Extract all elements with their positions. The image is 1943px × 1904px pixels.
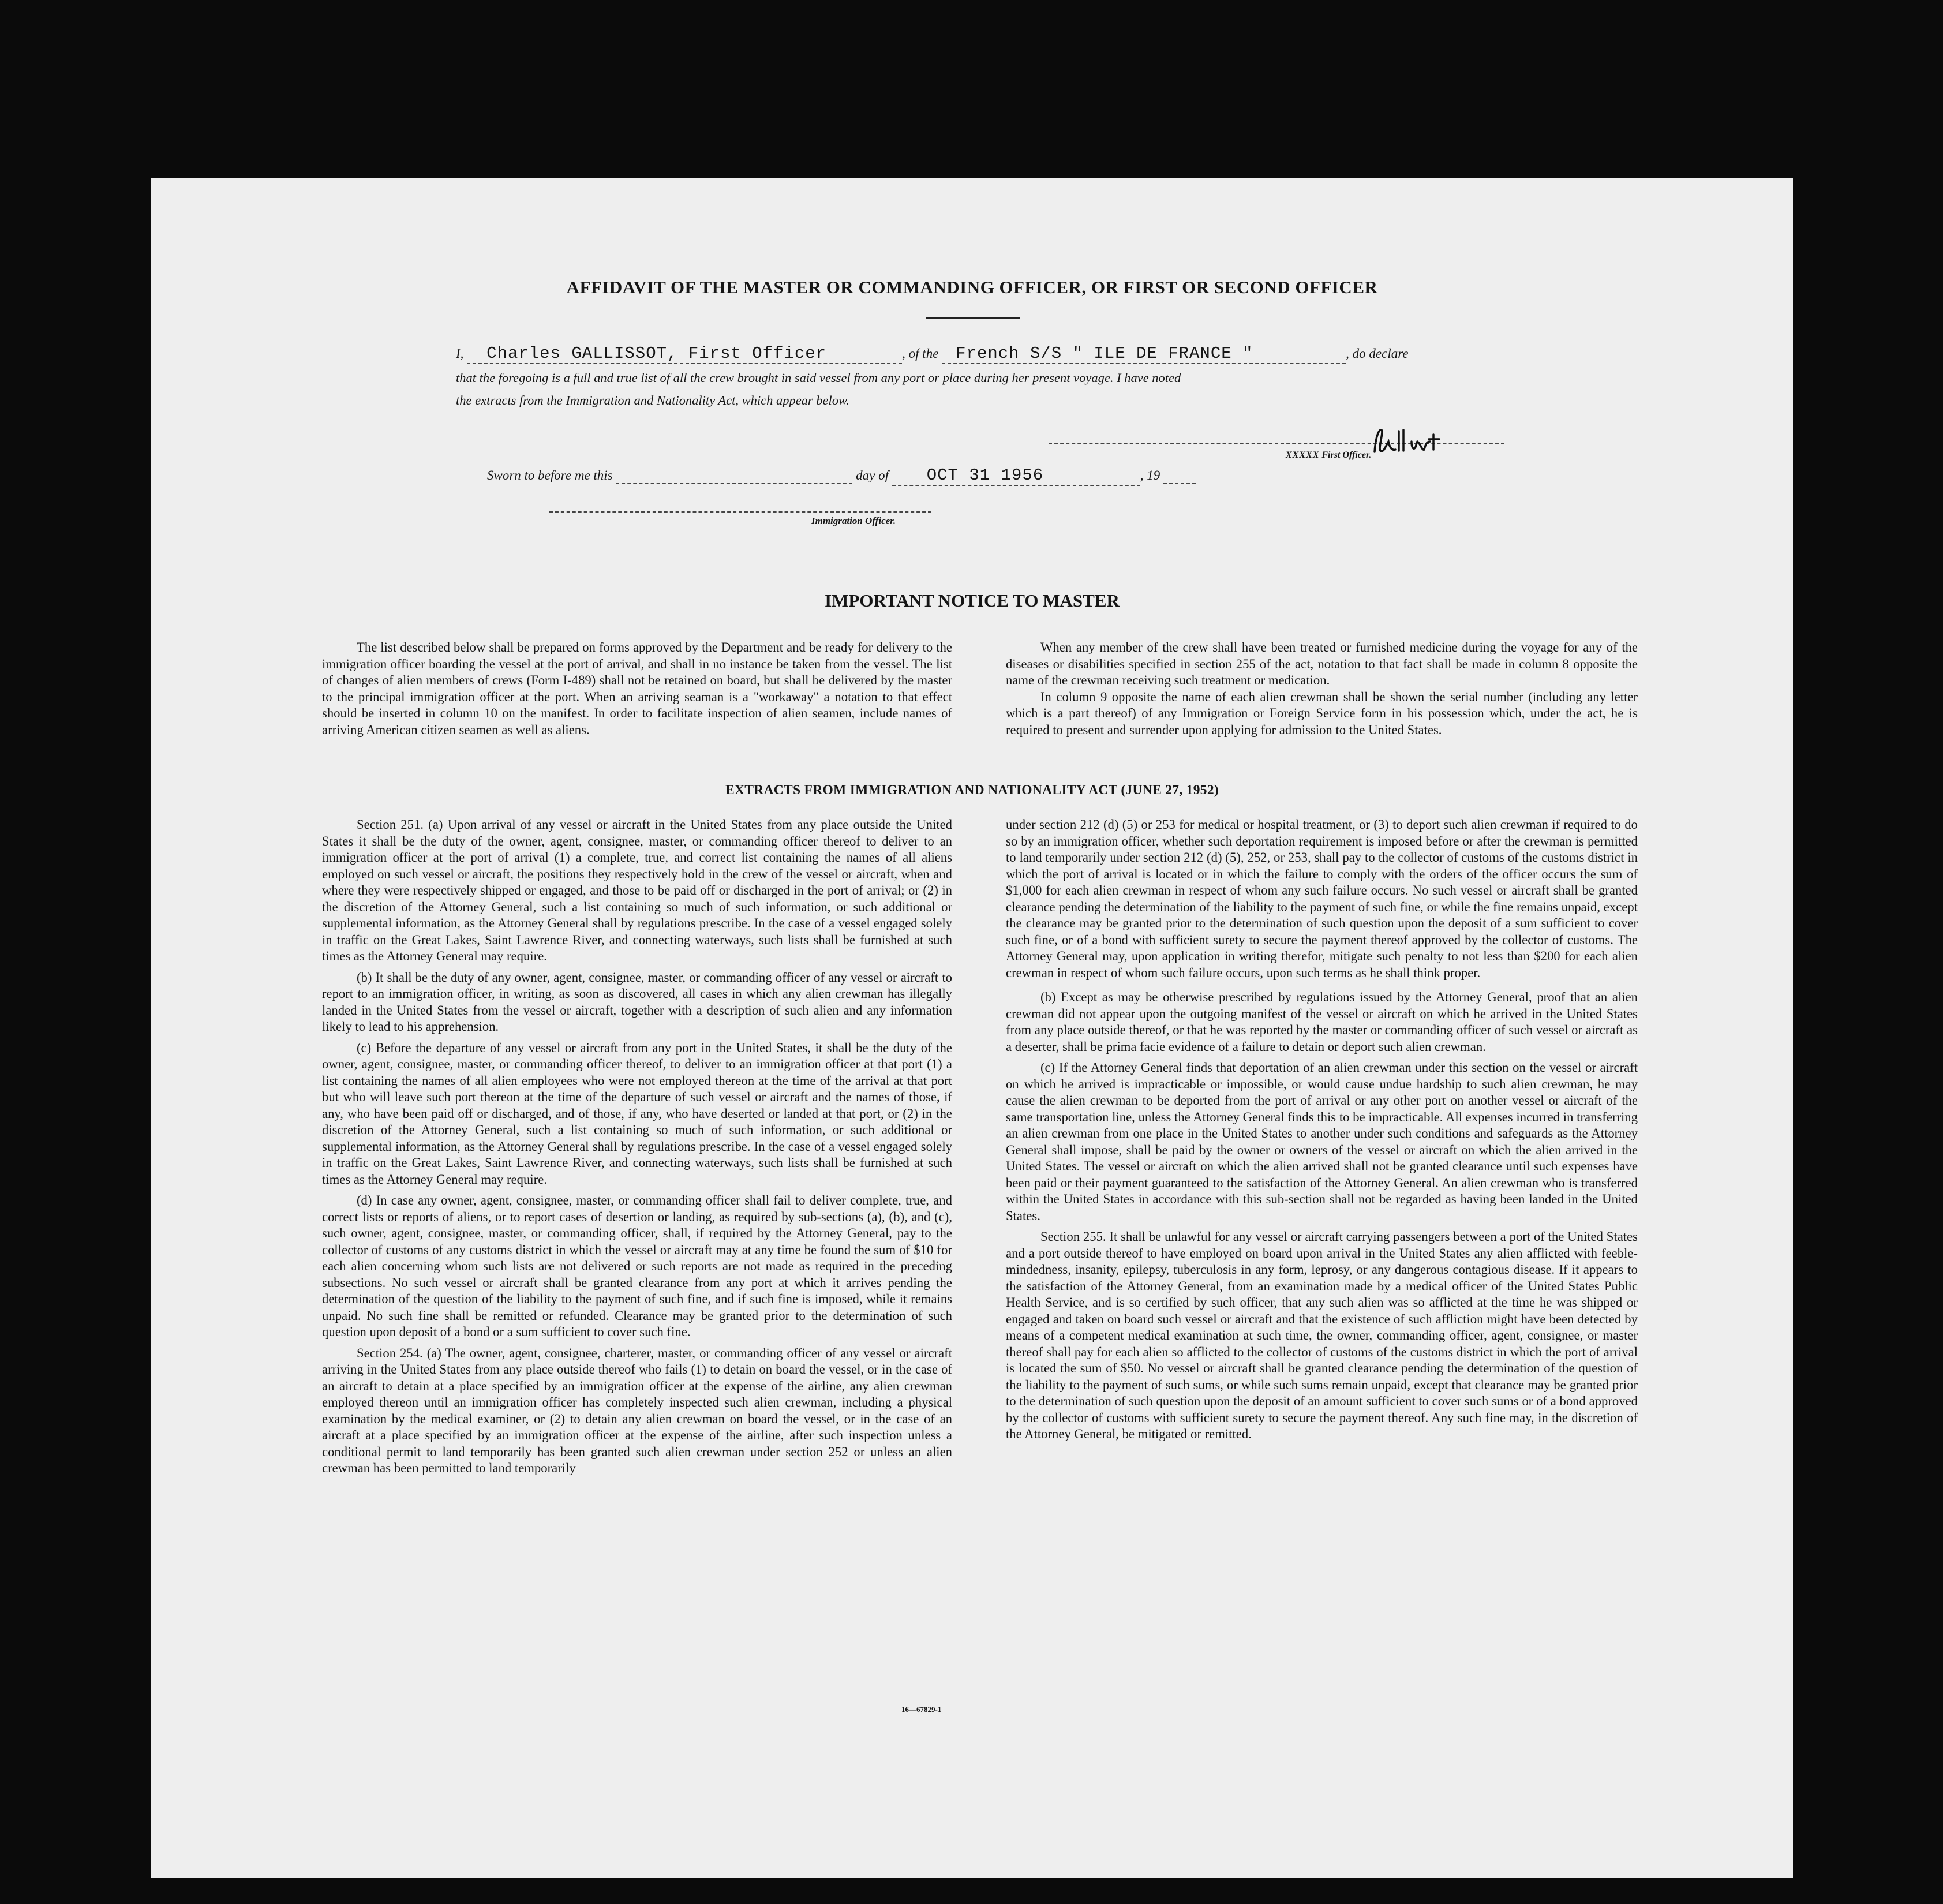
- sworn-line: [487, 466, 1196, 486]
- declaration-text-2: the extracts from the Immigration and Nationality Act, which appear below.: [456, 393, 850, 407]
- notice-left-column: [322, 639, 952, 738]
- sworn-date-value: OCT 31 1956: [926, 466, 1044, 485]
- declaration-line: [456, 344, 1409, 364]
- handwritten-signature: [1369, 424, 1467, 459]
- notice-right-column: [1006, 639, 1638, 738]
- affidavit-title: AFFIDAVIT OF THE MASTER OR COMMANDING OFFICER, OR FIRST OR SECOND OFFICER: [566, 277, 1378, 297]
- extracts-right-column: [1006, 817, 1638, 1443]
- year-field: [1163, 468, 1196, 484]
- notice-paragraph: When any member of the crew shall have been treated or furnished medicine during the voyage for any of the diseases or disabilities specified in section 255 of the act, notation to that fact shall be made in column 8 opposite the name of the crewman receiving such treatment or medication.: [1006, 640, 1638, 687]
- year-label: , 19: [1140, 468, 1160, 482]
- notice-title: IMPORTANT NOTICE TO MASTER: [825, 590, 1120, 611]
- declare-label: , do declare: [1346, 346, 1409, 361]
- section-paragraph-continuation: under section 212 (d) (5) or 253 for medical or hospital treatment, or (3) to deport such alien crewman if required to do so by an immigration officer, whether such deportation requirement is imposed before or after the crewman is permitted to land temporarily under section 212 (d) (5), 252, or 253, shall pay to the collector of customs of the customs district in which the port of arrival is located or in which the failure to comply with the orders of the officer occurs the sum of $1,000 for each alien crewman in respect of whom any such failure occurs. No such vessel or aircraft shall be granted clearance pending the determination of the liability to the payment of such fine, or while the fine remains unpaid, except the clearance may be granted prior to the determination of such question upon the deposit of a sum sufficient to cover such fine, or of a bond with sufficient surety to secure the payment thereof approved by the collector of customs. The Attorney General may, upon application in writing therefor, mitigate such penalty to not less than $200 for each alien crewman in respect of whom such failure occurs, upon such terms as he shall think proper.: [1006, 817, 1638, 980]
- officer-name-value: Charles GALLISSOT, First Officer: [486, 344, 827, 363]
- section-paragraph: (d) In case any owner, agent, consignee, master, or commanding officer shall fail to deliver complete, true, and correct lists or reports of aliens, or to report cases of desertion or landing, as required by sub-sections (a), (b), and (c), such owner, agent, consignee, master, or commanding officer, shall, if required by the Attorney General, pay to the collector of customs of any customs district in which the vessel or aircraft may at any time be found the sum of $10 for each alien concerning whom such lists are not delivered or such reports are not made as required in the preceding subsections. No such vessel or aircraft shall be granted clearance from any port at which it arrives pending the determination of the question of the liability to the payment of such fine, and if such fine is imposed, while it remains unpaid. No such fine shall be remitted or refunded. Clearance may be granted prior to the determination of such question upon deposit of a bond or a sum sufficient to cover such fine.: [322, 1193, 952, 1339]
- section-paragraph: Section 251. (a) Upon arrival of any vessel or aircraft in the United States from any place outside the United States it shall be the duty of the owner, agent, consignee, master, or commanding officer thereof to deliver to an immigration officer at the port of arrival (1) a complete, true, and correct list containing the names of all aliens employed on such vessel or aircraft, the positions they respectively hold in the crew of the vessel or aircraft, when and where they were respectively shipped or engaged, and those to be paid off or discharged in the port of arrival; or (2) in the discretion of the Attorney General, such a list containing so much of such information, or such additional or supplemental information, as the Attorney General shall by regulations prescribe. In the case of a vessel engaged solely in traffic on the Great Lakes, Saint Lawrence River, and connecting waterways, such lists shall be furnished at such times as the Attorney General may require.: [322, 817, 952, 963]
- day-of-label: day of: [856, 468, 889, 482]
- i-label: I,: [456, 346, 464, 361]
- section-paragraph: (b) Except as may be otherwise prescribed by regulations issued by the Attorney General, proof that an alien crewman did not appear upon the outgoing manifest of the vessel or aircraft on which he arrived in the United States from any place outside thereof, or that he was reported by the master or commanding officer of such vessel or aircraft as a deserter, shall be prima facie evidence of a failure to detain or deport such alien crewman.: [1006, 990, 1638, 1054]
- title-rule: [926, 317, 1020, 319]
- declaration-text-1: that the foregoing is a full and true list of all the crew brought in said vessel from any port or place during her present voyage. I have noted: [456, 371, 1181, 385]
- extracts-title: EXTRACTS FROM IMMIGRATION AND NATIONALITY ACT (JUNE 27, 1952): [725, 783, 1219, 798]
- sworn-date-field: [892, 466, 1140, 486]
- signature-role-label: First Officer.: [1321, 450, 1372, 460]
- officer-name-field: [467, 344, 902, 364]
- of-the-label: , of the: [902, 346, 939, 361]
- section-paragraph: Section 255. It shall be unlawful for any vessel or aircraft carrying passengers between a port of the United States and a port outside thereof to have employed on board upon arrival in the United States any alien afflicted with feeble-mindedness, insanity, epilepsy, tuberculosis in any form, leprosy, or any dangerous contagious disease. If it appears to the satisfaction of the Attorney General, from an examination made by a medical officer of the United States Public Health Service, and is so certified by such officer, that any such alien was so afflicted at the time he was shipped or engaged and taken on board such vessel or aircraft and that the existence of such affliction might have been detected by means of a competent medical examination at such time, the owner, commanding officer, agent, consignee, or master thereof shall pay for each alien so afflicted to the collector of customs of the customs district in which the port of arrival is located the sum of $50. No vessel or aircraft shall be granted clearance pending the determination of the question of the liability to the payment of such sums, or while such sums remain unpaid, except that clearance may be granted prior to the determination of such question upon the deposit of an amount sufficient to cover such sums or of a bond approved by the collector of customs with sufficient surety to secure the payment thereof. Any such fine may, in the discretion of the Attorney General, be mitigated or remitted.: [1006, 1229, 1638, 1441]
- notice-paragraph: In column 9 opposite the name of each alien crewman shall be shown the serial number (including any letter which is a part thereof) of any Immigration or Foreign Service form in his possession which, under the act, he is required to present and surrender upon applying for admission to the United States.: [1006, 689, 1638, 737]
- immigration-officer-line: [549, 511, 931, 513]
- extracts-left-column: [322, 817, 952, 1477]
- signature-role: [1286, 450, 1371, 461]
- immigration-officer-label: Immigration Officer.: [811, 515, 896, 526]
- sworn-day-field: [616, 468, 852, 484]
- sworn-label: Sworn to before me this: [487, 468, 613, 482]
- section-paragraph: Section 254. (a) The owner, agent, consignee, charterer, master, or commanding officer of any vessel or aircraft arriving in the United States from any place outside thereof who fails (1) to detain on board the vessel, or in the case of an aircraft to detain at a place specified by an immigration officer at the expense of the airline, any alien crewman employed thereon until an immigration officer has completely inspected such alien crewman, including a physical examination by the medical examiner, or (2) to detain any alien crewman on board the vessel, or in the case of an aircraft at a place specified by an immigration officer at the expense of the airline, after such inspection unless a conditional permit to land temporarily has been granted such alien crewman under section 252 or unless an alien crewman has been permitted to land temporarily: [322, 1345, 952, 1475]
- section-paragraph: (c) Before the departure of any vessel or aircraft from any port in the United States, it shall be the duty of the owner, agent, consignee, master, or commanding officer thereof, to deliver to an immigration officer at that port (1) a list containing the names of all alien employees who were not employed thereon at the time of the arrival at that port but who will leave such port thereon at the time of the departure of such vessel or aircraft and the names of those, if any, who have been paid off or discharged, and of those, if any, who have deserted or landed at that port, or (2) in the discretion of the Attorney General, such a list containing so much of such information, or such additional or supplemental information, as the Attorney General shall by regulations prescribe. In the case of a vessel engaged solely in traffic on the Great Lakes, Saint Lawrence River, and connecting waterways, such lists shall be furnished at such times as the Attorney General may require.: [322, 1040, 952, 1187]
- vessel-value: French S/S " ILE DE FRANCE ": [956, 344, 1253, 363]
- section-paragraph: (c) If the Attorney General finds that deportation of an alien crewman under this section on the vessel or aircraft on which he arrived is impracticable or impossible, or would cause undue hardship to such alien crewman, he may cause the alien crewman to be deported from the port of arrival or any other port on another vessel or aircraft of the same transportation line, unless the Attorney General finds this to be impracticable. All expenses incurred in transferring an alien crewman from one place in the United States to another under such conditions and safeguards as the Attorney General shall impose, shall be paid by the owner or owners of the vessel or aircraft on which the alien arrived in the United States. The vessel or aircraft on which the alien arrived shall not be granted clearance until such expenses have been paid or their payment guaranteed to the satisfaction of the Attorney General. An alien crewman who is transferred within the United States in accordance with this sub-section shall not be regarded as having been landed in the United States.: [1006, 1060, 1638, 1223]
- form-number: 16—67829-1: [901, 1705, 942, 1714]
- vessel-field: [942, 344, 1346, 364]
- struck-title-1: XXXXX: [1286, 450, 1320, 460]
- section-paragraph: (b) It shall be the duty of any owner, agent, consignee, master, or commanding officer of any vessel or aircraft to report to an immigration officer, in writing, as soon as discovered, all cases in which any alien crewman has illegally landed in the United States from the vessel or aircraft, together with a description of such alien and any information likely to lead to his apprehension.: [322, 970, 952, 1034]
- document-page: [151, 178, 1793, 1878]
- notice-paragraph: The list described below shall be prepared on forms approved by the Department and be ready for delivery to the immigration officer boarding the vessel at the port of arrival, and shall in no instance be taken from the vessel. The list of changes of alien members of crews (Form I-489) shall not be retained on board, but shall be delivered by the master to the principal immigration officer at the port. When an arriving seaman is a "workaway" a notation to that effect should be inserted in column 10 on the manifest. In order to facilitate inspection of alien seamen, include names of arriving American citizen seamen as well as aliens.: [322, 640, 952, 737]
